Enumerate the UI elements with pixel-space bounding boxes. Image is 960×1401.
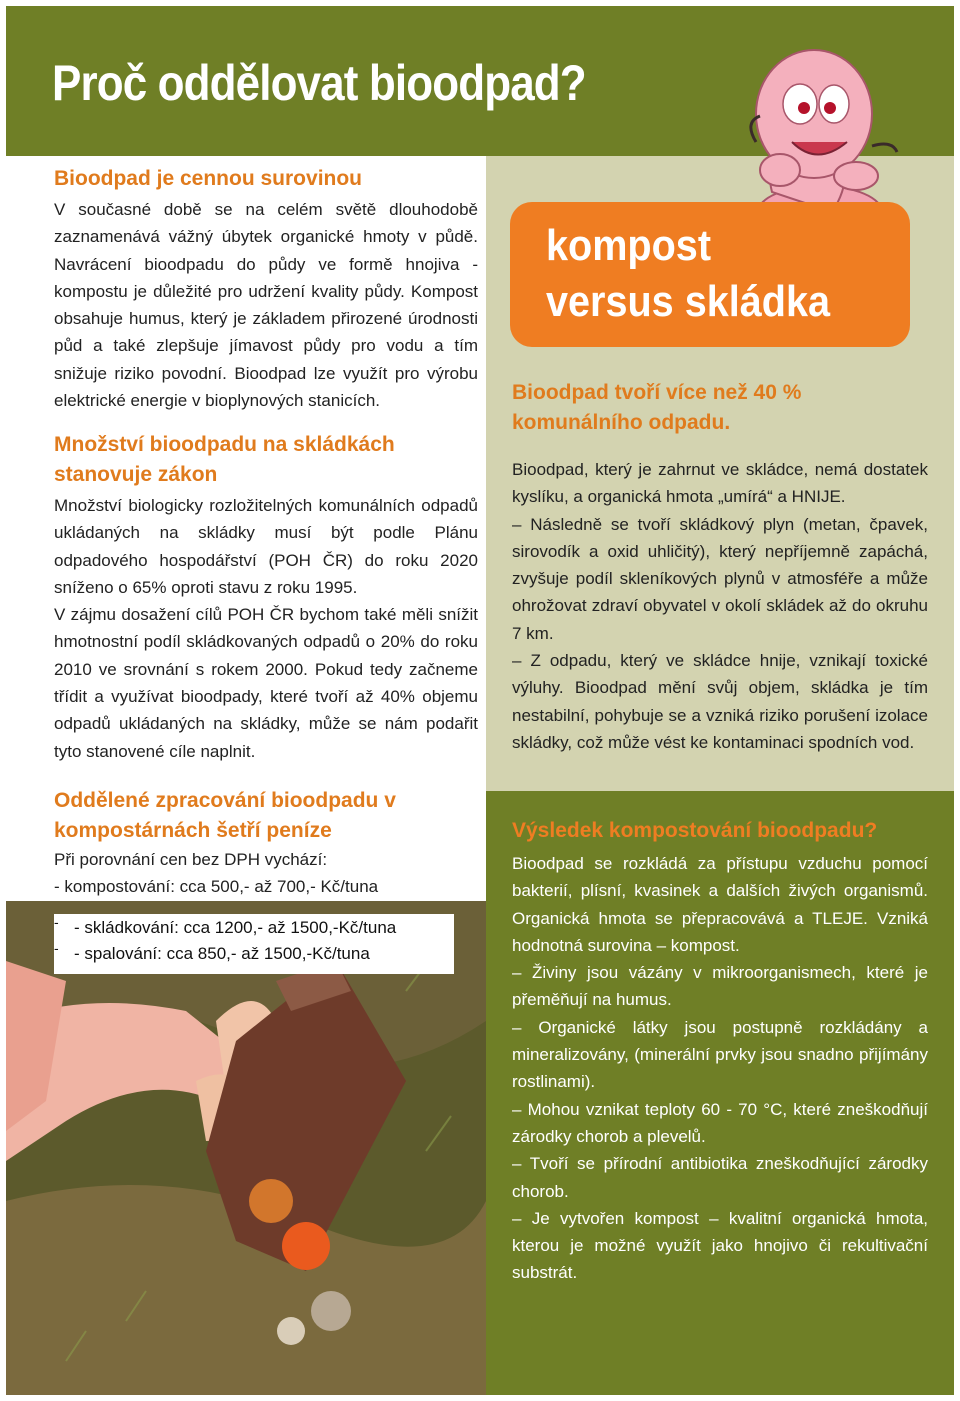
banner-line-1: kompost (546, 221, 712, 270)
section-text-kompostovani (512, 850, 928, 1287)
paragraph: – Z odpadu, který ve skládce hnije, vznikají toxické výluhy. Bioodpad mění svůj objem, skládka je tím nestabilní, pohybuje se a vzniká riziko porušení izolace skládky, což může vést ke kontaminaci spodních vod. (512, 651, 928, 752)
paragraph: – Tvoří se přírodní antibiotika zneškodňující zárodky chorob. (512, 1154, 928, 1201)
banner-line-2: versus skládka (546, 277, 831, 326)
paragraph: – Mohou vznikat teploty 60 - 70 °C, které zneškodňují zárodky chorob a plevelů. (512, 1099, 928, 1146)
price-dash-marker: - (54, 914, 59, 930)
section-text-skladka (512, 456, 928, 756)
paragraph: – Živiny jsou vázány v mikroorganismech, které je přeměňují na humus. (512, 963, 928, 1010)
paragraph: - kompostování: cca 500,- až 700,- Kč/tuna (54, 877, 379, 897)
price-dash-marker: - (54, 940, 59, 956)
paragraph: – Následně se tvoří skládkový plyn (metan, čpavek, sirovodík a oxid uhličitý), který nepříjemně zapáchá, zvyšuje podíl skleníkových plynů v atmosféře a může ohrožovat zdraví obyvatel v okolí skládek až do okruhu 7 km. (512, 514, 928, 643)
section-heading-zakon: Množství bioodpadu na skládkách stanovuje zákon (54, 433, 395, 486)
section-heading-40-procent: Bioodpad tvoří více než 40 % komunálního odpadu. (512, 381, 802, 434)
paragraph: Při porovnání cen bez DPH vychází: (54, 850, 328, 869)
section-text-surovina (54, 196, 478, 414)
price-spalovani: - spalování: cca 850,- až 1500,-Kč/tuna (74, 944, 370, 963)
paragraph: V zájmu dosažení cílů POH ČR bychom také měli snížit hmotnostní podíl skládkovaných odpadů o 20% do roku 2010 ve srovnání s rokem 2000. Pokud tedy začneme třídit a využívat bioodpady, které tvoří až 40% objemu odpadů ukládaných na skládky, může se nám podařit tyto stanovené cíle naplnit. (54, 605, 478, 761)
page-title: Proč oddělovat bioodpad? (52, 55, 586, 111)
price-list (54, 914, 454, 974)
paragraph: V současné době se na celém světě dlouhodobě zaznamenává vážný úbytek organické hmoty v půdě. Navrácení bioodpadu do půdy ve formě hnojiva - kompostu je důležité pro udržení kvality půdy. Kompost obsahuje humus, který je základem přirozené úrodnosti půd a také zlepšuje jímavost půdy pro vodu a tím snižuje riziko povodní. Bioodpad lze využít pro výrobu elektrické energie v bioplynových stanicích. (54, 200, 478, 411)
paragraph: – Organické látky jsou postupně rozkládány a mineralizovány, (minerální prvky jsou snadno přijímány rostlinami). (512, 1017, 928, 1092)
section-text-penize (54, 846, 478, 901)
compost-bin-photo (6, 901, 486, 1395)
paragraph: – Je vytvořen kompost – kvalitní organická hmota, kterou je možné využít jako hnojivo či rekultivační substrát. (512, 1208, 928, 1283)
section-text-zakon (54, 492, 478, 765)
banner-title (546, 218, 830, 330)
paragraph: Bioodpad, který je zahrnut ve skládce, nemá dostatek kyslíku, a organická hmota „umírá“ a HNIJE. (512, 460, 928, 507)
leaflet-page (6, 6, 954, 1395)
section-heading-penize: Oddělené zpracování bioodpadu v kompostárnách šetří peníze (54, 789, 396, 842)
section-heading-surovina: Bioodpad je cennou surovinou (54, 167, 363, 190)
paragraph: Bioodpad se rozkládá za přístupu vzduchu pomocí bakterií, plísní, kvasinek a dalších živých organismů. Organická hmota se přepracovává a TLEJE. Vzniká hodnotná surovina – kompost. (512, 854, 928, 955)
section-heading-vysledek: Výsledek kompostování bioodpadu? (512, 819, 878, 842)
price-skladkovani: - skládkování: cca 1200,- až 1500,-Kč/tuna (74, 918, 397, 937)
paragraph: Množství biologicky rozložitelných komunálních odpadů ukládaných na skládky musí být podle Plánu odpadového hospodářství (POH ČR) do roku 2020 sníženo o 65% oproti stavu z roku 1995. (54, 496, 478, 597)
kompost-versus-skladka-banner (510, 202, 910, 347)
